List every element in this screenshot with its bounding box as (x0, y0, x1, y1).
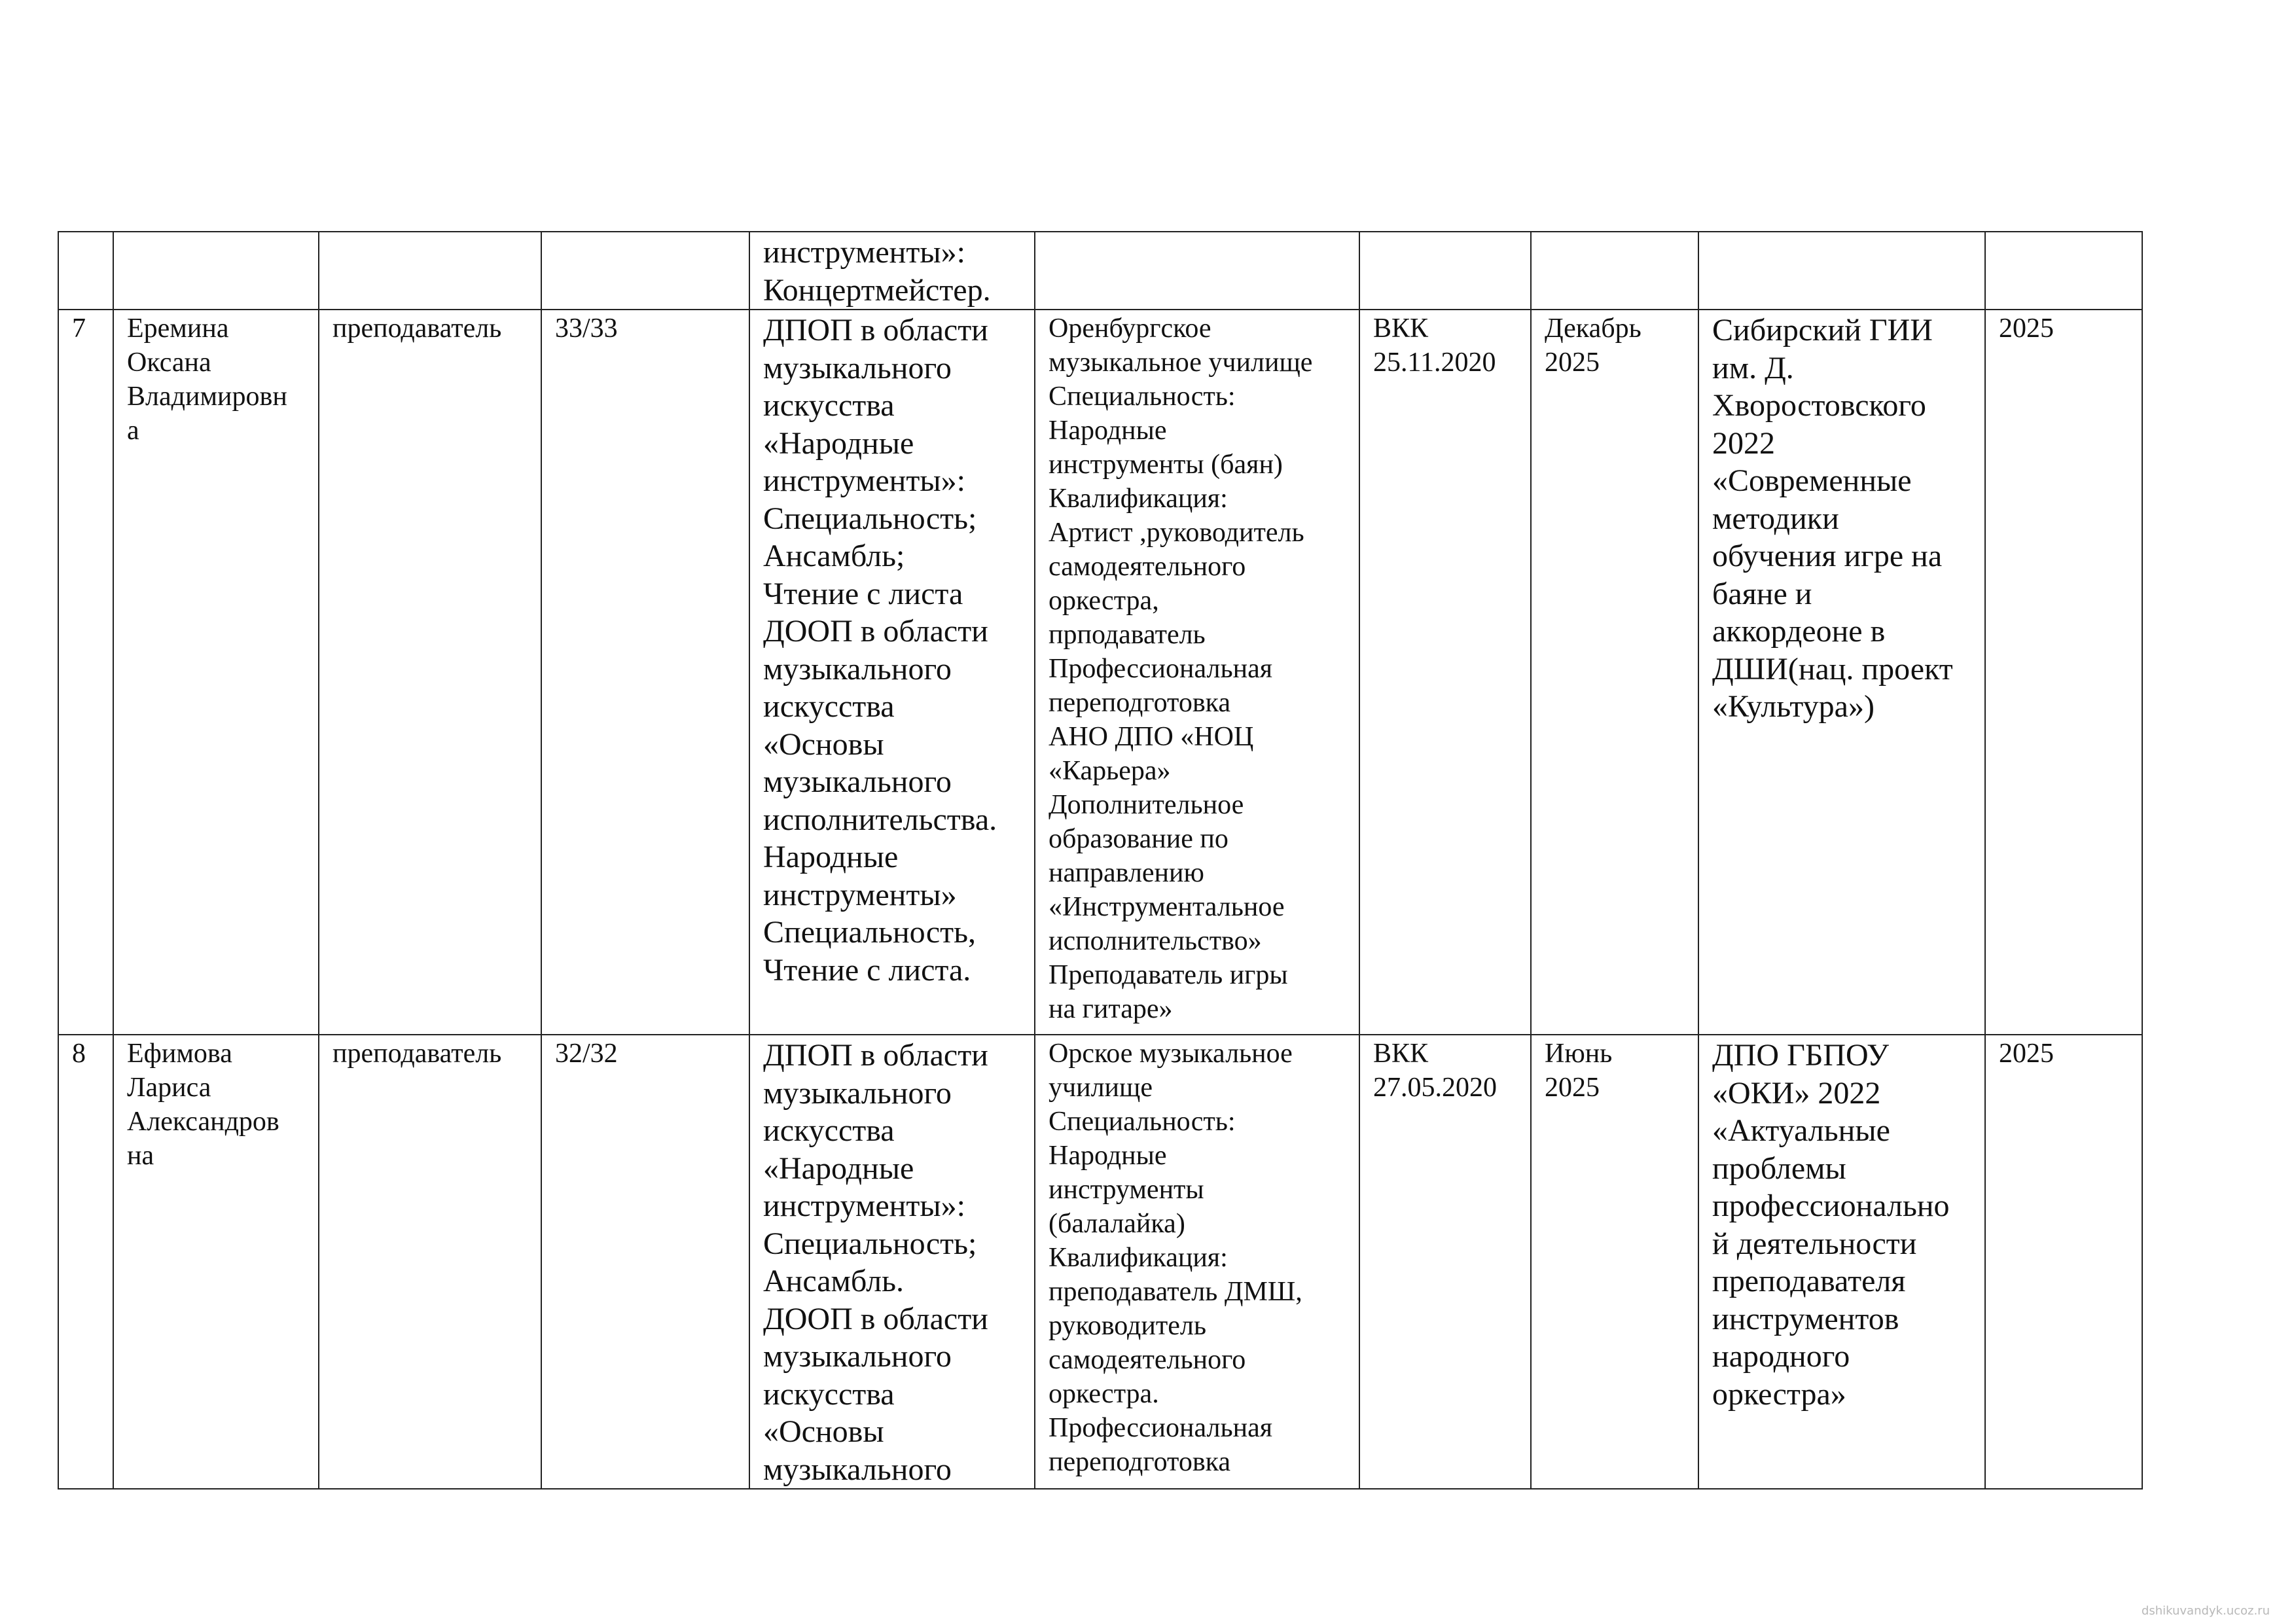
cell-training (1698, 232, 1985, 310)
cell-name: Ефимова Лариса Александров на (113, 1035, 319, 1489)
cell-training: ДПО ГБПОУ «ОКИ» 2022 «Актуальные проблемы профессионально й деятельности преподавателя инструментов народного оркестра» (1698, 1035, 1985, 1489)
cell-position: преподаватель (319, 1035, 541, 1489)
cell-next-training (1985, 232, 2142, 310)
cell-category: ВКК 25.11.2020 (1359, 310, 1531, 1035)
cell-name: Еремина Оксана Владимировн а (113, 310, 319, 1035)
cell-education: Оренбургское музыкальное училище Специальность: Народные инструменты (баян) Квалификация: Артист ,руководитель самодеятельного оркестра, прподаватель Профессиональная переподготовка АНО ДПО «НОЦ «Карьера» Дополнительное образование по направлению «Инструментальное исполнительство» Преподаватель игры на гитаре» (1035, 310, 1359, 1035)
cell-attestation-due: Декабрь 2025 (1531, 310, 1698, 1035)
cell-training: Сибирский ГИИ им. Д. Хворостовского 2022 «Современные методики обучения игре на баяне и аккордеоне в ДШИ(нац. проект «Культура») (1698, 310, 1985, 1035)
cell-category (1359, 232, 1531, 310)
cell-position: преподаватель (319, 310, 541, 1035)
cell-program: инструменты»: Концертмейстер. (749, 232, 1035, 310)
table-row (58, 310, 2142, 1035)
cell-next-training: 2025 (1985, 1035, 2142, 1489)
table-row (58, 1035, 2142, 1489)
cell-category: ВКК 27.05.2020 (1359, 1035, 1531, 1489)
cell-position (319, 232, 541, 310)
cell-number (58, 232, 113, 310)
cell-education (1035, 232, 1359, 310)
cell-experience (541, 232, 749, 310)
cell-number: 7 (58, 310, 113, 1035)
cell-number: 8 (58, 1035, 113, 1489)
cell-attestation-due (1531, 232, 1698, 310)
cell-experience: 33/33 (541, 310, 749, 1035)
cell-name (113, 232, 319, 310)
table-row-continuation (58, 232, 2142, 310)
cell-program: ДПОП в области музыкального искусства «Народные инструменты»: Специальность; Ансамбль; Чтение с листа ДООП в области музыкального искусства «Основы музыкального исполнительства. Народные инструменты» Специальность, Чтение с листа. (749, 310, 1035, 1035)
site-watermark: dshikuvandyk.ucoz.ru (2141, 1604, 2270, 1618)
cell-next-training: 2025 (1985, 310, 2142, 1035)
cell-program: ДПОП в области музыкального искусства «Народные инструменты»: Специальность; Ансамбль. ДООП в области музыкального искусства «Основы музыкального (749, 1035, 1035, 1489)
cell-attestation-due: Июнь 2025 (1531, 1035, 1698, 1489)
cell-education: Орское музыкальное училище Специальность: Народные инструменты (балалайка) Квалификация: преподаватель ДМШ, руководитель самодеятельного оркестра. Профессиональная переподготовка (1035, 1035, 1359, 1489)
cell-experience: 32/32 (541, 1035, 749, 1489)
staff-table (58, 231, 2143, 1489)
